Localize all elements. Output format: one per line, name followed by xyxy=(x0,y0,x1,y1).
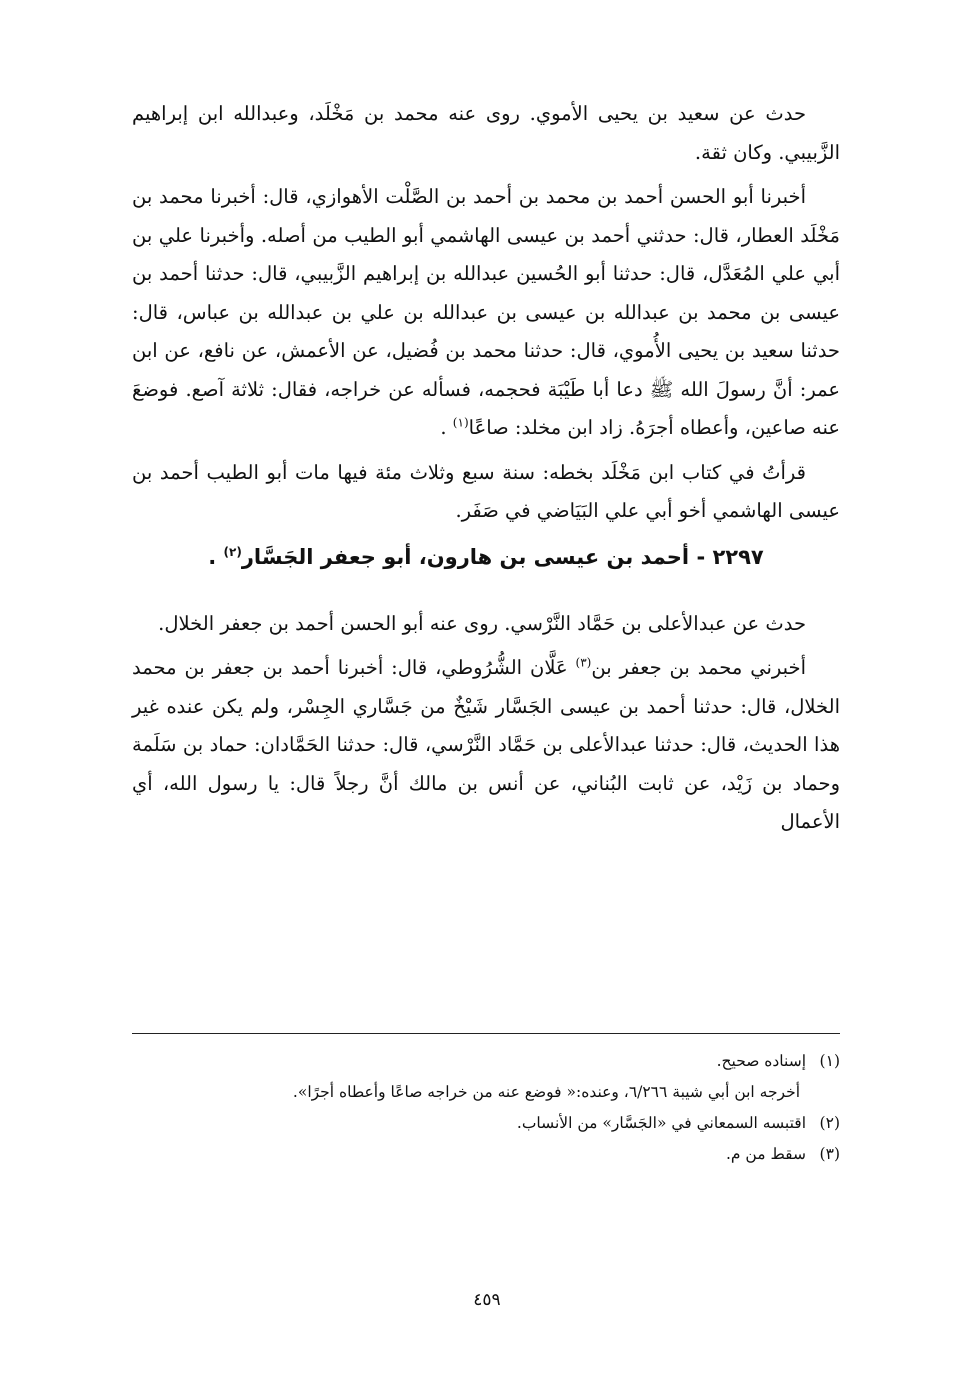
footnote-ref-1: (١) xyxy=(452,415,469,430)
footnote-ref-3: (٣) xyxy=(575,655,592,670)
footnote-text: أخرجه ابن أبي شيبة ٦/٢٦٦، وعنده:« فوضع عنه من خراجه صاعًا وأعطاه أجرًا». xyxy=(292,1083,800,1101)
paragraph-5 xyxy=(132,649,840,842)
footnote-number: (٢) xyxy=(819,1114,840,1132)
footnote-number: (١) xyxy=(819,1052,840,1070)
entry-heading-text: ٢٢٩٧ - أحمد بن عيسى بن هارون، أبو جعفر الجَسَّار xyxy=(241,544,764,569)
paragraph-5-text-a: أخبرني محمد بن جعفر بن xyxy=(591,656,806,679)
footnote-1 xyxy=(132,1046,840,1077)
paragraph-3: قرأتُ في كتاب ابن مَخْلَد بخطه: سنة سبع وثلاث مئة فيها مات أبو الطيب أحمد بن عيسى الهاشمي أخو أبي علي البَيَاضي في صَفَر. xyxy=(132,460,840,522)
main-text xyxy=(132,95,840,848)
paragraph-5-text-b: عَلَّان الشُّرُوطي، قال: أخبرنا أحمد بن جعفر بن محمد الخلال، قال: حدثنا أحمد بن عيسى الجَسَّار شَيْخٌ من جَسَّاري الجِسْر، ولم يكن عنده غير هذا الحديث، قال: حدثنا عبدالأعلى بن حَمَّاد النَّرْسي، قال: حدثنا الحَمَّادان: حماد بن سَلَمة وحماد بن زَيْد، عن ثابت البُناني، عن أنس بن مالك أنَّ رجلاً قال: يا رسول الله، أي الأعمال xyxy=(132,656,840,833)
footnote-text: سقط من م. xyxy=(725,1145,806,1163)
paragraph-2-end: . xyxy=(440,416,453,439)
entry-heading xyxy=(132,537,840,577)
footnote-text: اقتبسه السمعاني في «الجَسَّار» من الأنساب. xyxy=(516,1114,806,1132)
footnote-ref-2: (٢) xyxy=(223,544,242,559)
page-number: ٤٥٩ xyxy=(473,1290,501,1310)
footnote-divider xyxy=(132,1033,840,1034)
paragraph-1: حدث عن سعيد بن يحيى الأموي. روى عنه محمد بن مَخْلَد، وعبدالله ابن إبراهيم الزَّبيبي. وكان ثقة. xyxy=(132,102,840,164)
footnote-number: (٣) xyxy=(819,1145,840,1163)
footnote-2 xyxy=(132,1108,840,1139)
footnote-3 xyxy=(132,1139,840,1170)
entry-heading-end: . xyxy=(208,544,224,569)
paragraph-4: حدث عن عبدالأعلى بن حَمَّاد النَّرْسي. روى عنه أبو الحسن أحمد بن جعفر الخلال. xyxy=(158,611,806,635)
footnotes xyxy=(132,1046,840,1170)
paragraph-2-text: أخبرنا أبو الحسن أحمد بن محمد بن أحمد بن الصَّلْت الأهوازي، قال: أخبرنا محمد بن مَخْلَد العطار، قال: حدثني أحمد بن عيسى الهاشمي أبو الطيب من أصله. وأخبرنا علي بن أبي علي المُعَدَّل، قال: حدثنا أبو الحُسين عبدالله بن إبراهيم الزَّبيبي، قال: حدثنا أحمد بن عيسى بن محمد بن عبدالله بن عيسى بن عبدالله بن علي بن عبدالله بن عباس، قال: حدثنا سعيد بن يحيى الأُموي، قال: حدثنا محمد بن فُضيل، عن الأعمش، عن نافع، عن ابن عمر: أنَّ رسولَ الله ﷺ دعا أبا طَيْبَة فحجمه، فسأله عن خراجه، فقال: ثلاثة آصع. فوضعَ عنه صاعين، وأعطاه أجرَهُ. زاد ابن مخلد: صاعًا xyxy=(132,185,840,439)
paragraph-2 xyxy=(132,178,840,448)
footnote-text: إسناده صحيح. xyxy=(716,1052,806,1070)
footnote-1-continuation xyxy=(132,1077,840,1108)
